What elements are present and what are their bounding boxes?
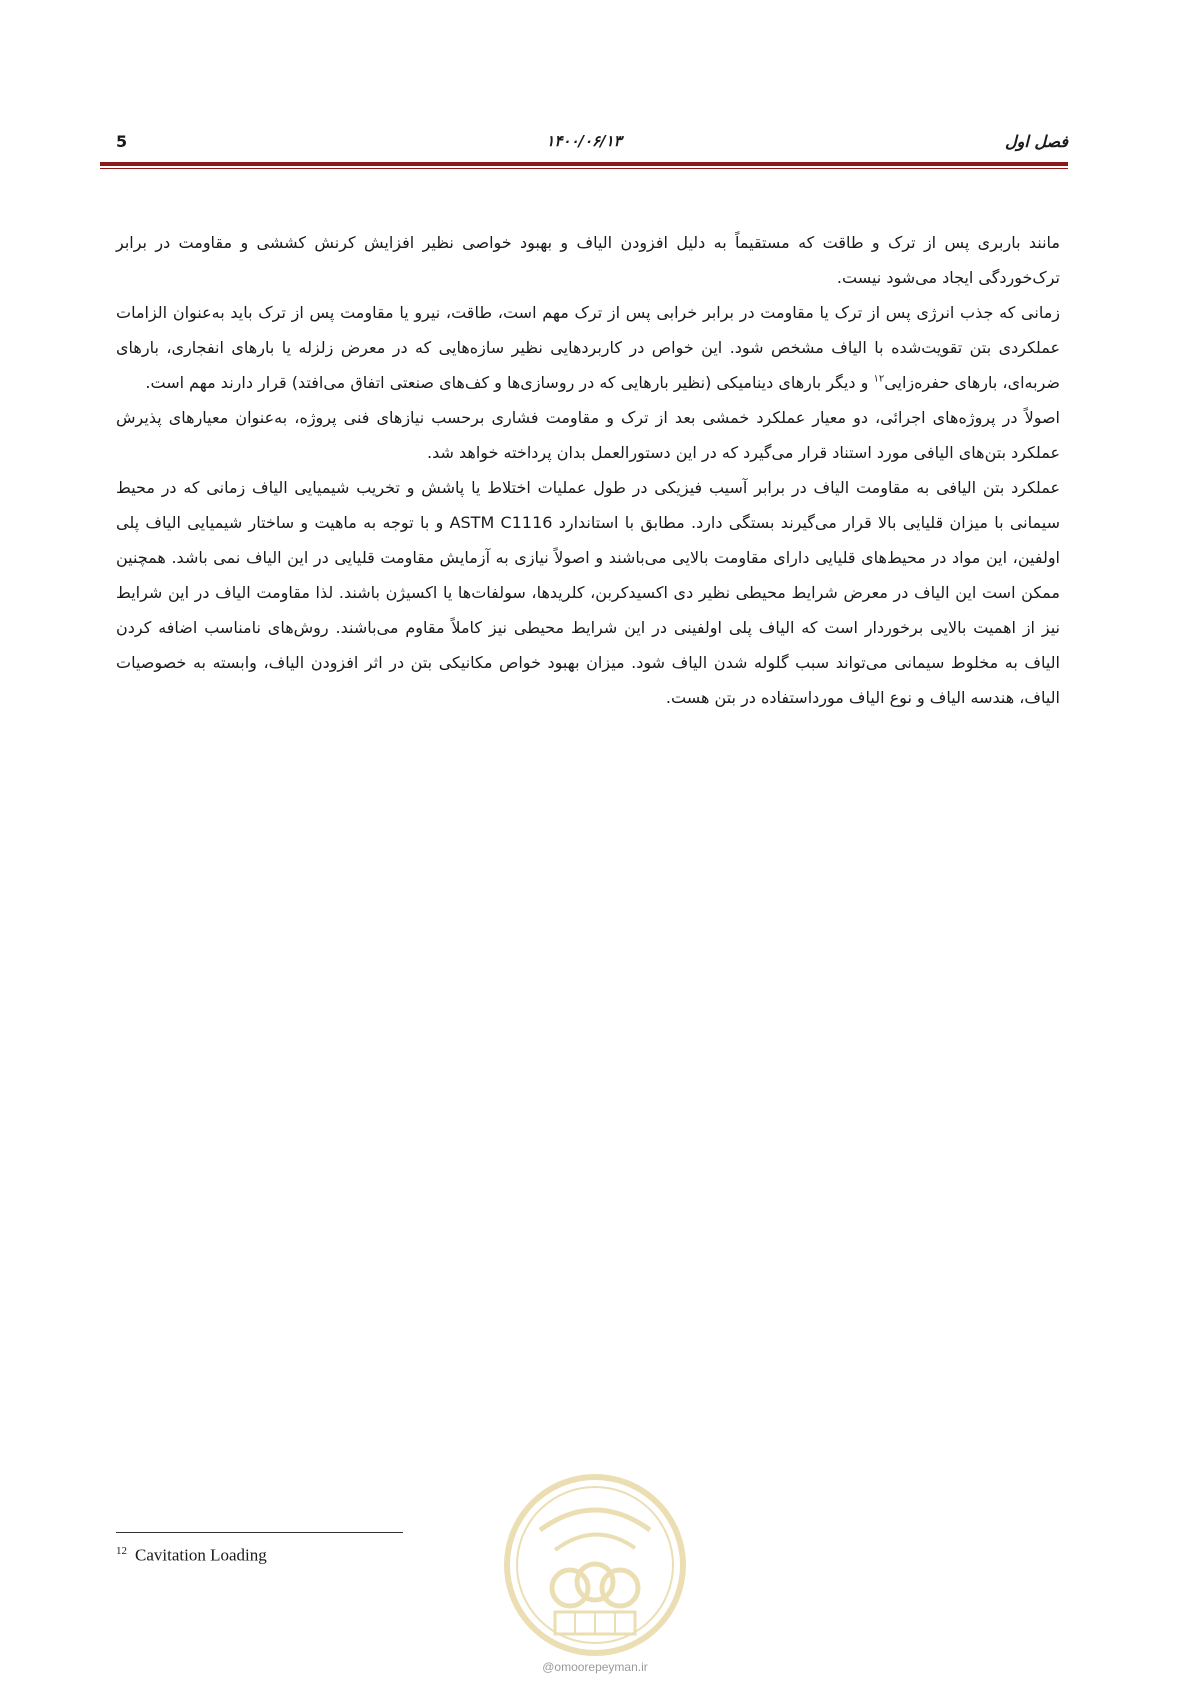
page-number: 5 bbox=[116, 132, 128, 151]
paragraph-1: مانند باربری پس از ترک و طاقت که مستقیماً به دلیل افزودن الیاف و بهبود خواصی نظیر افزایش کرنش کششی و مقاومت در برابر ترک‌خوردگی ایجاد می‌شود نیست. bbox=[116, 233, 1060, 287]
header-rule-thin bbox=[100, 168, 1068, 169]
paragraph-2-part-2: و دیگر بارهای دینامیکی (نظیر بارهایی که در روسازی‌ها و کف‌های صنعتی اتفاق می‌افتد) قرار دارند مهم است. bbox=[145, 373, 874, 392]
header-rule-thick bbox=[100, 162, 1068, 166]
footnote bbox=[116, 1545, 267, 1566]
page-header bbox=[100, 128, 1068, 156]
footnote-reference[interactable]: ۱۲ bbox=[873, 373, 885, 385]
footnote-divider bbox=[116, 1532, 403, 1533]
footnote-number: 12 bbox=[116, 1545, 127, 1557]
watermark-site: @omoorepeyman.ir bbox=[542, 1660, 648, 1674]
paragraph-2-part-1: زمانی که جذب انرژی پس از ترک یا مقاومت در برابر خرابی پس از ترک مهم است، طاقت، نیرو یا مقاومت پس از ترک باید به‌عنوان الزامات عملکردی بتن تقویت‌شده با الیاف مشخص شود. این خواص در کاربردهایی نظیر سازه‌هایی که در معرض زلزله یا بارهای انفجاری، بارهای ضربه‌ای، بارهای حفره‌زایی bbox=[116, 303, 1060, 392]
header-date: ۱۴۰۰/۰۶/۱۳ bbox=[546, 132, 622, 150]
chapter-title: فصل اول bbox=[1004, 132, 1068, 151]
paragraph-2 bbox=[116, 295, 1060, 400]
body-text bbox=[116, 225, 1060, 715]
watermark-logo bbox=[500, 1470, 690, 1660]
paragraph-4: عملکرد بتن الیافی به مقاومت الیاف در برابر آسیب فیزیکی در طول عملیات اختلاط یا پاشش و تخریب شیمیایی الیاف زمانی که در محیط سیمانی با میزان قلیایی بالا قرار می‌گیرند بستگی دارد. مطابق با استاندارد ASTM C1116 و با توجه به ماهیت و ساختار شیمیایی الیاف پلی اولفین، این مواد در محیط‌های قلیایی دارای مقاومت بالایی می‌باشند و اصولاً نیازی به آزمایش مقاومت قلیایی در این الیاف نمی باشد. همچنین ممکن است این الیاف در معرض شرایط محیطی نظیر دی اکسیدکربن، کلریدها، سولفات‌ها یا اکسیژن باشند. لذا مقاومت الیاف در این شرایط نیز از اهمیت بالایی برخوردار است که الیاف پلی اولفینی در این شرایط محیطی نیز کاملاً مقاوم می‌باشند. روش‌های نامناسب اضافه کردن الیاف به مخلوط سیمانی می‌تواند سبب گلوله شدن الیاف شود. میزان بهبود خواص مکانیکی بتن در اثر افزودن الیاف، وابسته به خصوصیات الیاف، هندسه الیاف و نوع الیاف مورداستفاده در بتن هست. bbox=[116, 478, 1060, 707]
footnote-text: Cavitation Loading bbox=[135, 1545, 267, 1565]
paragraph-3: اصولاً در پروژه‌های اجرائی، دو معیار عملکرد خمشی بعد از ترک و مقاومت فشاری برحسب نیازهای فنی پروژه، به‌عنوان معیارهای پذیرش عملکرد بتن‌های الیافی مورد استناد قرار می‌گیرد که در این دستورالعمل بدان پرداخته خواهد شد. bbox=[116, 408, 1060, 462]
